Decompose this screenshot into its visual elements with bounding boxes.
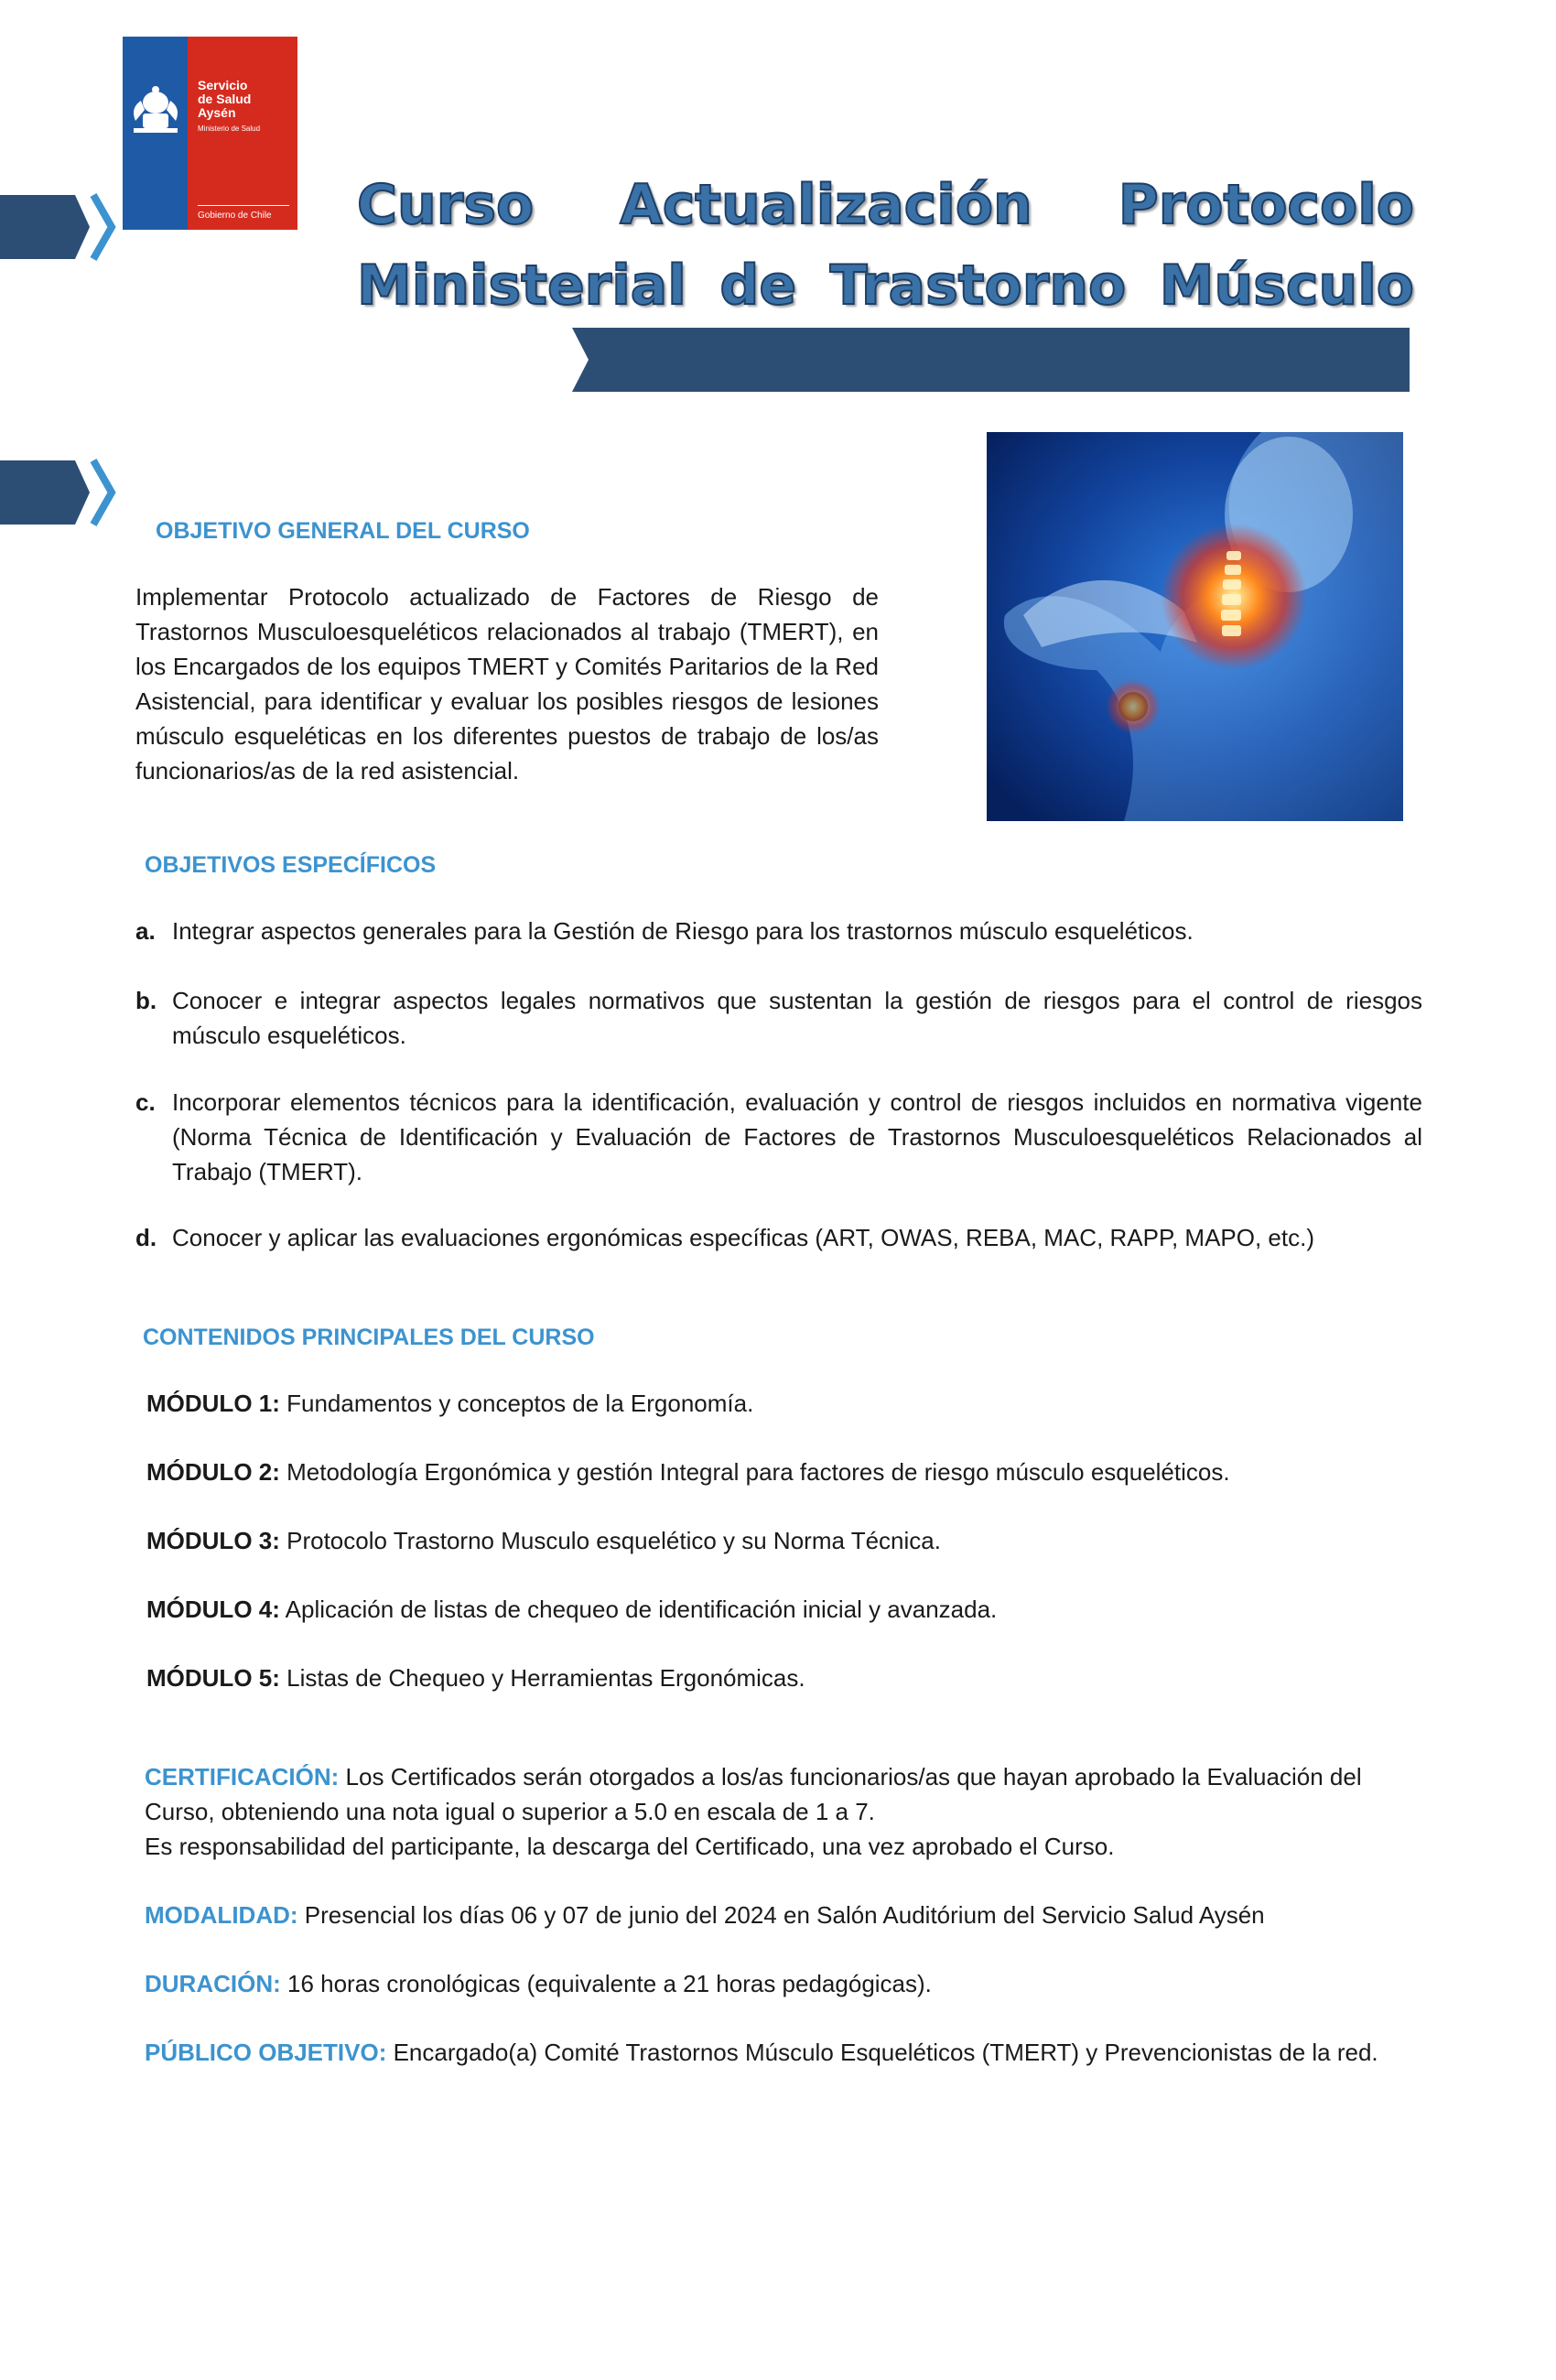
module-text: Aplicación de listas de chequeo de identificación inicial y avanzada.	[279, 1596, 998, 1623]
certificacion-note: Es responsabilidad del participante, la descarga del Certificado, una vez aprobado el Curso.	[145, 1833, 1115, 1860]
objetivo-especifico-item	[135, 983, 1422, 1053]
certificacion-block	[145, 1759, 1426, 1864]
coat-of-arms-icon	[123, 37, 188, 230]
course-title	[357, 165, 1414, 326]
module-label: MÓDULO 2:	[146, 1458, 280, 1486]
title-underline-band	[572, 328, 1410, 392]
item-letter: d.	[135, 1224, 157, 1251]
duracion-text: 16 horas cronológicas (equivalente a 21 horas pedagógicas).	[280, 1970, 932, 1997]
module-item	[146, 1386, 753, 1421]
module-text: Metodología Ergonómica y gestión Integral para factores de riesgo músculo esqueléticos.	[279, 1458, 1230, 1486]
logo-org-line2: de Salud	[198, 92, 252, 106]
chevron-band-decoration	[0, 188, 128, 266]
contenidos-heading: CONTENIDOS PRINCIPALES DEL CURSO	[143, 1325, 595, 1350]
course-title-line2: Ministerial de Trastorno Músculo	[357, 254, 1414, 318]
module-text: Protocolo Trastorno Musculo esquelético y su Norma Técnica.	[279, 1527, 941, 1554]
logo-divider	[198, 205, 289, 206]
logo-government: Gobierno de Chile	[198, 211, 272, 221]
logo-org-name	[198, 79, 251, 120]
chevron-band-decoration-2	[0, 453, 128, 532]
item-text: Integrar aspectos generales para la Gestión de Riesgo para los trastornos músculo esqueléticos.	[172, 917, 1194, 945]
item-letter: c.	[135, 1088, 156, 1116]
modalidad-label: MODALIDAD:	[145, 1901, 298, 1929]
module-item	[146, 1592, 997, 1627]
item-letter: a.	[135, 917, 156, 945]
item-text: Conocer e integrar aspectos legales normativos que sustentan la gestión de riesgos para el control de riesgos músculo esqueléticos.	[172, 987, 1422, 1049]
item-text: Incorporar elementos técnicos para la identificación, evaluación y control de riesgos incluidos en normativa vigente (Norma Técnica de Identificación y Evaluación de Factores de Trastornos Musculoesqueléticos Relacionados al Trabajo (TMERT).	[172, 1088, 1422, 1185]
neck-pain-illustration	[987, 432, 1403, 821]
module-label: MÓDULO 1:	[146, 1390, 280, 1417]
module-item	[146, 1455, 1230, 1489]
duracion-block	[145, 1966, 1426, 2001]
item-text: Conocer y aplicar las evaluaciones ergonómicas específicas (ART, OWAS, REBA, MAC, RAPP, MAPO, etc.)	[172, 1224, 1314, 1251]
objetivo-general-heading: OBJETIVO GENERAL DEL CURSO	[156, 518, 530, 544]
course-title-line1: Curso Actualización Protocolo	[357, 173, 1414, 237]
logo-red-band	[188, 37, 297, 230]
module-item	[146, 1523, 941, 1558]
objetivo-especifico-item	[135, 914, 1422, 948]
objetivos-especificos-heading: OBJETIVOS ESPECÍFICOS	[145, 852, 437, 878]
logo-org-line3: Aysén	[198, 105, 236, 120]
objetivo-especifico-item	[135, 1085, 1422, 1189]
module-label: MÓDULO 3:	[146, 1527, 280, 1554]
modalidad-block	[145, 1898, 1426, 1932]
module-text: Fundamentos y conceptos de la Ergonomía.	[279, 1390, 754, 1417]
publico-text: Encargado(a) Comité Trastornos Músculo Esqueléticos (TMERT) y Prevencionistas de la red.	[386, 2039, 1378, 2066]
logo-ministry: Ministerio de Salud	[198, 124, 261, 133]
servicio-salud-aysen-logo	[123, 37, 297, 230]
module-label: MÓDULO 5:	[146, 1664, 280, 1692]
modalidad-text: Presencial los días 06 y 07 de junio del 2024 en Salón Auditórium del Servicio Salud Aysén	[297, 1901, 1265, 1929]
publico-label: PÚBLICO OBJETIVO:	[145, 2039, 387, 2066]
module-label: MÓDULO 4:	[146, 1596, 280, 1623]
certificacion-text: Los Certificados serán otorgados a los/as funcionarios/as que hayan aprobado la Evaluación del Curso, obteniendo una nota igual o superior a 5.0 en escala de 1 a 7.	[145, 1763, 1362, 1825]
duracion-label: DURACIÓN:	[145, 1970, 281, 1997]
logo-blue-band	[123, 37, 188, 230]
module-text: Listas de Chequeo y Herramientas Ergonómicas.	[279, 1664, 805, 1692]
logo-org-line1: Servicio	[198, 78, 248, 92]
item-letter: b.	[135, 987, 157, 1014]
objetivo-especifico-item	[135, 1220, 1422, 1255]
certificacion-label: CERTIFICACIÓN:	[145, 1763, 340, 1790]
objetivo-general-text: Implementar Protocolo actualizado de Factores de Riesgo de Trastornos Musculoesqueléticos relacionados al trabajo (TMERT), en los Encargados de los equipos TMERT y Comités Paritarios de la Red Asistencial, para identificar y evaluar los posibles riesgos de lesiones músculo esqueléticas en los diferentes puestos de trabajo de los/as funcionarios/as de la red asistencial.	[135, 583, 879, 784]
publico-objetivo-block	[145, 2035, 1426, 2070]
module-item	[146, 1661, 805, 1695]
